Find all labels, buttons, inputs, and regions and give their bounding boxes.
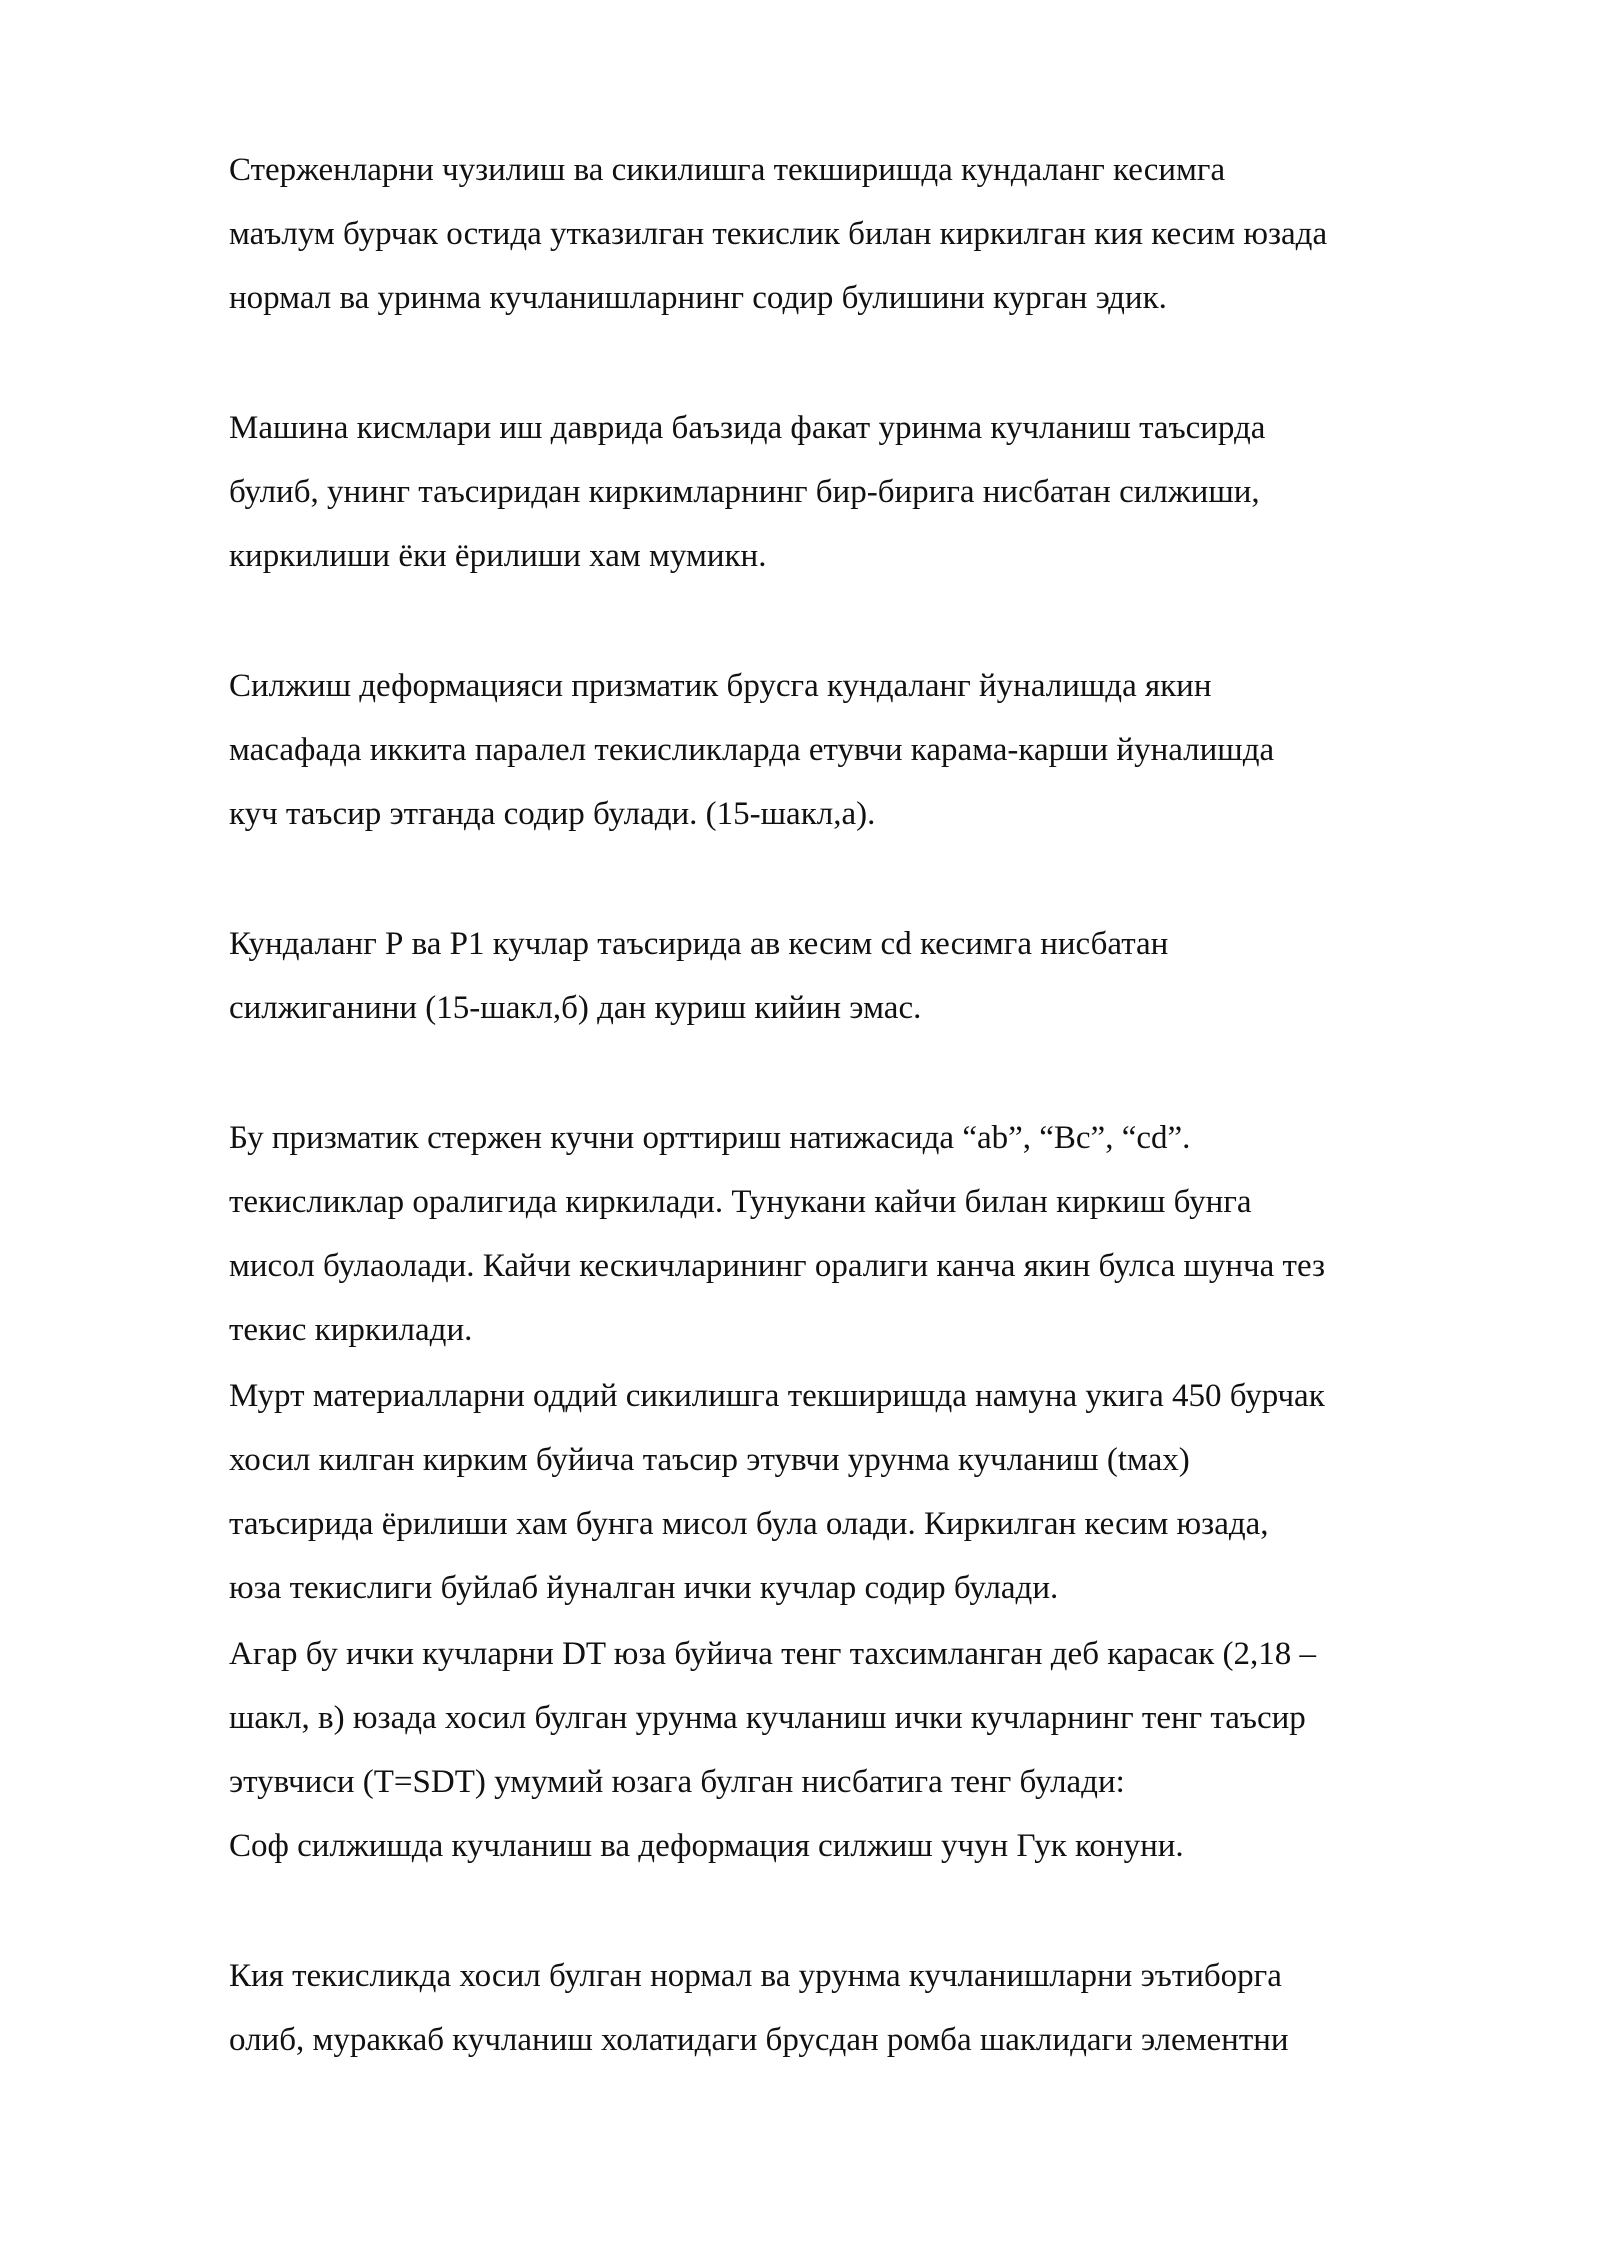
- text-line: Мурт материалларни оддий сикилишга текширишда намуна укига 450 бурчак: [229, 1378, 1325, 1414]
- text-line: Кундаланг Р ва Р1 кучлар таъсирида ав кесим cd кесимга нисбатан: [229, 926, 1169, 962]
- text-line: текисликлар оралигида киркилади. Тунукани кайчи билан киркиш бунга: [229, 1184, 1252, 1220]
- text-line: булиб, унинг таъсиридан киркимларнинг бир-бирига нисбатан силжиши,: [229, 474, 1260, 510]
- text-line: таъсирида ёрилиши хам бунга мисол була олади. Киркилган кесим юзада,: [229, 1506, 1269, 1542]
- text-line: этувчиси (Т=SDT) умумий юзага булган нисбатига тенг булади:: [229, 1764, 1125, 1800]
- text-line: Стерженларни чузилиш ва сикилишга текширишда кундаланг кесимга: [229, 152, 1226, 188]
- text-line: Силжиш деформацияси призматик брусга кундаланг йуналишда якин: [229, 668, 1212, 704]
- text-line: куч таъсир этганда содир булади. (15-шакл,а).: [229, 796, 876, 832]
- text-line: олиб, мураккаб кучланиш холатидаги брусдан ромба шаклидаги элементни: [229, 2022, 1289, 2058]
- text-line: мисол булаолади. Кайчи кескичларининг оралиги канча якин булса шунча тез: [229, 1248, 1326, 1284]
- text-line: текис киркилади.: [229, 1312, 473, 1348]
- text-line: Машина кисмлари иш даврида баъзида факат уринма кучланиш таъсирда: [229, 410, 1266, 446]
- text-line: масафада иккита паралел текисликларда етувчи карама-карши йуналишда: [229, 732, 1275, 768]
- text-line: шакл, в) юзада хосил булган урунма кучланиш ички кучларнинг тенг таъсир: [229, 1700, 1306, 1736]
- text-line: юза текислиги буйлаб йуналган ички кучлар содир булади.: [229, 1570, 1059, 1606]
- text-line: нормал ва уринма кучланишларнинг содир булишини курган эдик.: [229, 280, 1167, 316]
- text-line: Бу призматик стержен кучни орттириш натижасида “ab”, “Bc”, “cd”.: [229, 1120, 1191, 1156]
- text-line: хосил килган кирким буйича таъсир этувчи урунма кучланиш (tмах): [229, 1442, 1190, 1478]
- text-line: Агар бу ички кучларни DT юза буйича тенг тахсимланган деб карасак (2,18 –: [229, 1636, 1317, 1672]
- text-line: силжиганини (15-шакл,б) дан куриш кийин эмас.: [229, 990, 922, 1026]
- text-line: Кия текисликда хосил булган нормал ва урунма кучланишларни эътиборга: [229, 1958, 1282, 1994]
- text-line: Соф силжишда кучланиш ва деформация силжиш учун Гук конуни.: [229, 1828, 1184, 1864]
- text-line: маълум бурчак остида утказилган текислик билан киркилган кия кесим юзада: [229, 216, 1328, 252]
- text-line: киркилиши ёки ёрилиши хам мумикн.: [229, 538, 767, 574]
